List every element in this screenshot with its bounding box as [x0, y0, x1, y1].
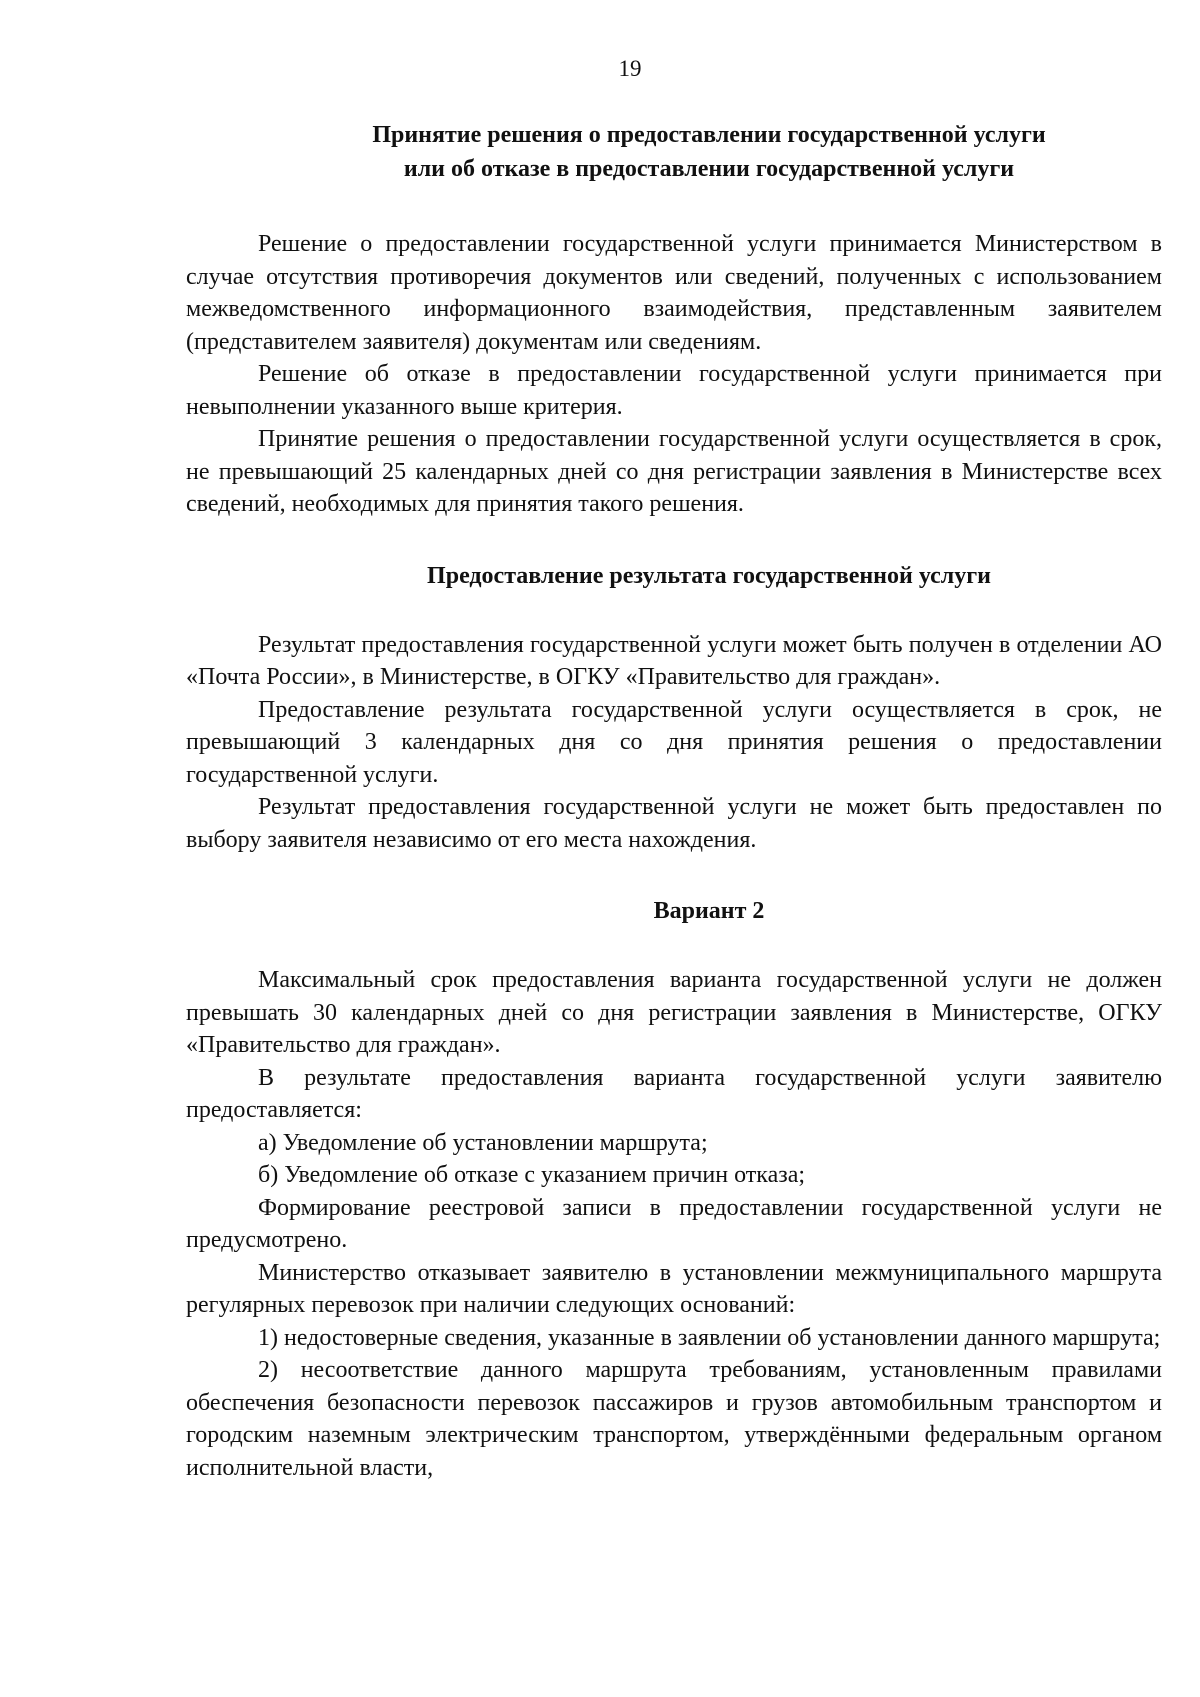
- section-heading-variant-2: Вариант 2: [653, 898, 765, 924]
- heading-line-1: Принятие решения о предоставлении государственной услуги: [372, 122, 1046, 148]
- section-result: [186, 559, 1162, 857]
- paragraph: Результат предоставления государственной услуги может быть получен в отделении АО «Почта России», в Министерстве, в ОГКУ «Правительство для граждан».: [186, 631, 1162, 690]
- section-heading-result: Предоставление результата государственной услуги: [427, 562, 991, 589]
- paragraph: Решение о предоставлении государственной услуги принимается Министерством в случае отсутствия противоречия документов или сведений, полученных с использованием межведомственного информационного взаимодействия, представленным заявителем (представителем заявителя) документам или сведениям.: [186, 231, 1162, 355]
- paragraph: Результат предоставления государственной услуги не может быть предоставлен по выбору заявителя независимо от его места нахождения.: [186, 794, 1162, 853]
- paragraph: Предоставление результата государственной услуги осуществляется в срок, не превышающий 3 календарных дня со дня принятия решения о предоставлении государственной услуги.: [186, 696, 1162, 788]
- section-heading-decision: [186, 118, 1162, 186]
- list-item: 2) несоответствие данного маршрута требованиям, установленным правилами обеспечения безопасности перевозок пассажиров и грузов автомобильным транспортом и городским наземным электрическим транспортом, утверждёнными федеральным органом исполнительной власти,: [186, 1357, 1162, 1481]
- paragraph: Формирование реестровой записи в предоставлении государственной услуги не предусмотрено.: [186, 1194, 1162, 1253]
- page-number: 19: [618, 56, 642, 81]
- paragraph: Принятие решения о предоставлении государственной услуги осуществляется в срок, не превышающий 25 календарных дней со дня регистрации заявления в Министерстве всех сведений, необходимых для принятия такого решения.: [186, 426, 1162, 517]
- list-item: б) Уведомление об отказе с указанием причин отказа;: [258, 1162, 806, 1188]
- section-decision: [186, 118, 1162, 521]
- paragraph: Максимальный срок предоставления варианта государственной услуги не должен превышать 30 календарных дней со дня регистрации заявления в Министерстве, ОГКУ «Правительство для граждан».: [186, 967, 1162, 1058]
- document-body: [186, 118, 1162, 1484]
- section-variant-2: [186, 894, 1162, 1484]
- heading-line-2: или об отказе в предоставлении государственной услуги: [403, 156, 1015, 182]
- list-item: 1) недостоверные сведения, указанные в заявлении об установлении данного маршрута;: [258, 1324, 1161, 1351]
- list-item: а) Уведомление об установлении маршрута;: [258, 1129, 708, 1156]
- paragraph: В результате предоставления варианта государственной услуги заявителю предоставляется:: [186, 1064, 1162, 1123]
- paragraph: Министерство отказывает заявителю в установлении межмуниципального маршрута регулярных перевозок при наличии следующих оснований:: [186, 1259, 1162, 1318]
- paragraph: Решение об отказе в предоставлении государственной услуги принимается при невыполнении указанного выше критерия.: [186, 361, 1162, 420]
